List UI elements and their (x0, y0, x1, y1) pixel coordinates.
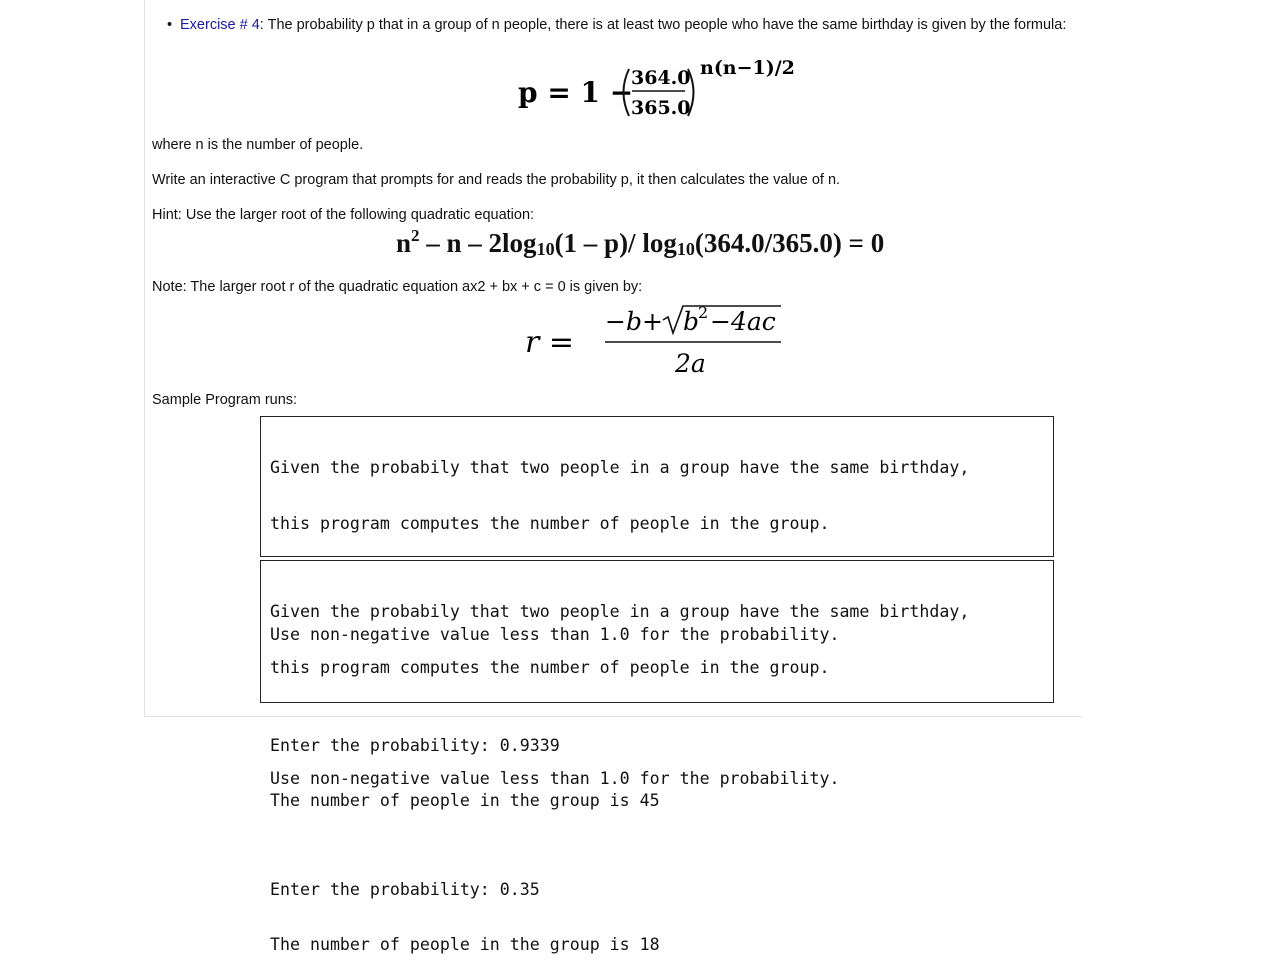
where-paragraph: where n is the number of people. (152, 137, 364, 153)
quad-part3: (364.0/365.0) = 0 (694, 228, 885, 258)
run2-line1: Given the probabily that two people in a group have the same birthday, (270, 602, 970, 621)
formula-denominator: 365.0 (631, 97, 691, 119)
run2-line3: Use non-negative value less than 1.0 for the probability. (270, 768, 840, 788)
radicand-rest: −4ac (710, 307, 776, 336)
bullet-point: • (167, 17, 173, 33)
root-numerator-prefix: −b+ (605, 307, 663, 336)
formula-lhs: p = 1 − (518, 76, 634, 109)
run1-line2: this program computes the number of people in the group. (270, 513, 830, 533)
quad-n: n (396, 228, 412, 258)
exercise-intro (180, 17, 1066, 33)
exercise-link[interactable]: Exercise # 4 (180, 17, 260, 33)
probability-formula (518, 56, 818, 126)
quad-base2: 10 (676, 239, 695, 259)
run1-line3: Use non-negative value less than 1.0 for the probability. (270, 624, 840, 644)
run1-line1: Given the probabily that two people in a group have the same birthday, (270, 458, 970, 477)
quad-mid: – n – 2log (419, 228, 537, 258)
root-lhs: r = (525, 325, 575, 360)
formula-exponent: n(n−1)/2 (700, 57, 795, 79)
quad-part2: (1 – p)/ log (554, 228, 677, 258)
quad-square: 2 (411, 226, 420, 245)
run2-line4: Enter the probability: 0.35 (270, 879, 540, 899)
radicand-exp: 2 (698, 303, 709, 322)
radicand-b: b (683, 307, 700, 336)
note-paragraph: Note: The larger root r of the quadratic equation ax2 + bx + c = 0 is given by: (152, 279, 643, 295)
task-paragraph: Write an interactive C program that prompts for and reads the probability p, it then calculates the value of n. (152, 172, 841, 188)
sample-run-1 (260, 416, 1054, 810)
quad-base1: 10 (536, 239, 555, 259)
quadratic-root-formula (525, 300, 795, 384)
run1-line5: The number of people in the group is 45 (270, 791, 660, 810)
run2-line5: The number of people in the group is 18 (270, 935, 660, 954)
formula-numerator: 364.0 (631, 67, 691, 89)
root-denominator: 2a (675, 349, 706, 378)
exercise-text: : The probability p that in a group of n people, there is at least two people who have the same birthday is given by the formula: (259, 17, 1067, 33)
run1-line4: Enter the probability: 0.9339 (270, 735, 560, 755)
quadratic-equation (396, 226, 884, 260)
sample-label: Sample Program runs: (152, 392, 298, 408)
hint-paragraph: Hint: Use the larger root of the following quadratic equation: (152, 207, 535, 223)
run2-line2: this program computes the number of people in the group. (270, 657, 830, 677)
